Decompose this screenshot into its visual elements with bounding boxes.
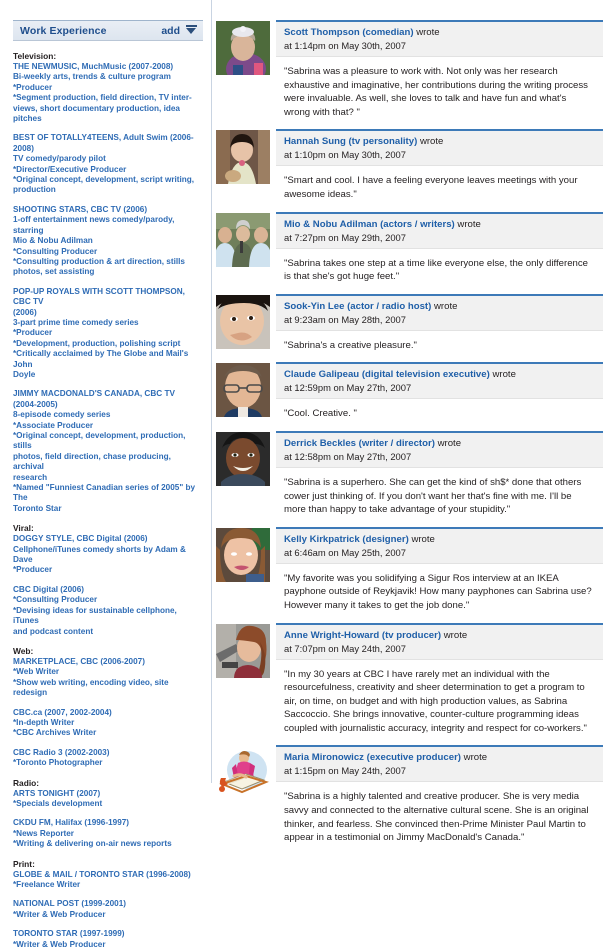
photo-hannah-sung[interactable]	[216, 130, 270, 184]
work-experience-line: *Original concept, development, production, stills	[13, 431, 186, 451]
testimonial-header	[276, 623, 603, 660]
photo-mio-nobu-adilman[interactable]	[216, 213, 270, 267]
testimonial-timestamp: at 1:14pm on May 30th, 2007	[284, 40, 406, 51]
testimonial-author-name[interactable]: Sook-Yin Lee (actor / radio host)	[284, 300, 432, 312]
work-experience-line[interactable]: JIMMY MACDONALD'S CANADA, CBC TV	[13, 389, 175, 399]
work-experience-category: Viral:	[13, 523, 34, 534]
work-experience-line: TV comedy/parody pilot	[13, 154, 106, 164]
testimonial-header	[276, 212, 603, 249]
testimonial-author-name[interactable]: Mio & Nobu Adilman (actors / writers)	[284, 218, 455, 230]
avatar-wrap	[216, 20, 272, 75]
work-experience-line: *Web Writer	[13, 667, 60, 677]
work-experience-line: production	[13, 185, 56, 195]
wrote-label: wrote	[433, 300, 458, 312]
wrote-label: wrote	[419, 136, 444, 148]
work-experience-line[interactable]: MARKETPLACE, CBC (2006-2007)	[13, 656, 145, 666]
avatar-wrap	[216, 623, 272, 678]
testimonial-entry	[216, 294, 603, 359]
testimonial-author-line	[284, 368, 597, 381]
testimonial-entry	[216, 20, 603, 125]
testimonial-author-line	[284, 300, 597, 313]
testimonial-body	[272, 129, 603, 207]
testimonial-timestamp: at 1:15pm on May 24th, 2007	[284, 765, 406, 777]
avatar-wrap	[216, 212, 272, 267]
work-experience-line: *Writer & Web Producer	[13, 939, 106, 949]
work-experience-line: *Producer	[13, 82, 53, 92]
work-experience-line: Cellphone/iTunes comedy shorts by Adam & Dave	[13, 544, 186, 565]
testimonial-body	[272, 527, 603, 619]
work-experience-line: *Consulting production & art direction, stills	[13, 256, 185, 266]
work-experience-line: *Consulting Producer	[13, 595, 98, 605]
testimonial-header	[276, 20, 603, 57]
collapse-icon-bar	[186, 25, 197, 27]
testimonial-entry	[216, 362, 603, 427]
avatar-wrap	[216, 294, 272, 349]
illustration-woman-with-book[interactable]	[216, 746, 270, 800]
work-experience-line: *Freelance Writer	[13, 880, 81, 889]
wrote-label: wrote	[411, 533, 435, 545]
testimonial-author-name[interactable]: Derrick Beckles (writer / director)	[284, 437, 435, 449]
work-experience-line[interactable]: POP-UP ROYALS WITH SCOTT THOMPSON, CBC TV	[13, 286, 185, 307]
testimonial-body	[272, 623, 603, 742]
work-experience-line: Toronto Star	[13, 503, 62, 513]
testimonial-timestamp: at 9:23am on May 28th, 2007	[284, 313, 406, 325]
work-experience-line: 8-episode comedy series	[13, 410, 111, 420]
avatar-wrap	[216, 362, 272, 417]
work-experience-line[interactable]: TORONTO STAR (1997-1999)	[13, 929, 125, 939]
testimonial-entry	[216, 745, 603, 850]
work-experience-line: *Writer & Web Producer	[13, 909, 106, 919]
work-experience-line: *Associate Producer	[13, 420, 94, 430]
wrote-label: wrote	[457, 218, 481, 230]
testimonial-entry	[216, 623, 603, 742]
work-experience-entry	[13, 287, 201, 381]
avatar-wrap	[216, 129, 272, 184]
work-experience-line: Doyle	[13, 369, 36, 379]
work-experience-line: *Consulting Producer	[13, 246, 98, 256]
work-experience-entry	[13, 748, 201, 769]
work-experience-line[interactable]: THE NEWMUSIC, MuchMusic (2007-2008)	[13, 62, 174, 71]
testimonial-author-name[interactable]: Hannah Sung (tv personality)	[284, 136, 418, 148]
testimonial-entry	[216, 129, 603, 207]
work-experience-entry	[13, 646, 201, 699]
testimonial-author-name[interactable]: Kelly Kirkpatrick (designer)	[284, 533, 409, 545]
work-experience-entry	[13, 859, 201, 891]
add-link[interactable]: add	[161, 24, 180, 37]
work-experience-line: 3-part prime time comedy series	[13, 317, 139, 327]
testimonial-timestamp: at 7:07pm on May 24th, 2007	[284, 642, 406, 654]
work-experience-line[interactable]: CKDU FM, Halifax (1996-1997)	[13, 818, 130, 828]
work-experience-line[interactable]: DOGGY STYLE, CBC Digital (2006)	[13, 534, 148, 544]
work-experience-line: *Development, production, polishing script	[13, 338, 181, 348]
work-experience-line: *Devising ideas for sustainable cellphone, iTunes	[13, 605, 177, 626]
work-experience-line: *Show web writing, encoding video, site redesign	[13, 677, 169, 698]
collapse-icon-triangle	[186, 28, 196, 34]
testimonial-entry	[216, 212, 603, 290]
testimonial-body	[272, 431, 603, 523]
testimonial-timestamp: at 12:59pm on May 27th, 2007	[284, 382, 412, 394]
testimonial-quote: "Sabrina is a superhero. She can get the kind of sh$* done that others cower just thinking of. If you don't want her that's fine with me. I'll be more than happy to take advantage of your stupidity."	[284, 476, 582, 516]
testimonial-quote: "My favorite was you solidifying a Sigur Ros interview at an IKEA payphone outside of Reykjavik! How many payphones can Sabrina use? However many it takes to get the job done."	[284, 572, 592, 611]
avatar-wrap	[216, 527, 272, 582]
work-experience-line: *Producer	[13, 565, 53, 575]
testimonial-author-line	[284, 26, 597, 39]
work-experience-line[interactable]: BEST OF TOTALLY4TEENS, Adult Swim (2006-2008)	[13, 133, 194, 153]
work-experience-line: and podcast content	[13, 626, 94, 636]
testimonial-quote: "Sabrina's a creative pleasure."	[284, 339, 417, 351]
work-experience-line: *Producer	[13, 328, 53, 338]
work-experience-entry	[13, 778, 201, 810]
testimonial-body	[272, 745, 603, 850]
panel-actions	[161, 25, 197, 37]
testimonial-body	[272, 294, 603, 359]
work-experience-entry	[13, 818, 201, 849]
work-experience-line: *Director/Executive Producer	[13, 164, 127, 174]
work-experience-line[interactable]: CBC Radio 3 (2002-2003)	[13, 747, 110, 757]
testimonial-author-line	[284, 629, 597, 642]
work-experience-entry	[13, 523, 201, 576]
testimonial-author-line	[284, 437, 597, 450]
testimonial-author-line	[284, 218, 597, 231]
work-experience-line: views, short documentary production, idea pitches	[13, 103, 180, 124]
work-experience-line: 1-off entertainment news comedy/parody, starring	[13, 215, 175, 235]
work-experience-list	[13, 51, 203, 950]
wrote-label: wrote	[492, 369, 516, 381]
testimonial-timestamp: at 7:27pm on May 29th, 2007	[284, 231, 406, 243]
testimonial-quote: "Sabrina is a highly talented and creative producer. She is very media savvy and connected to the alternative cultural scene. She is an original thinker, and fearless. She convinced then-Prime Minister Paul Martin to appear in a testimonial on Jimmy MacDonald's Canada."	[284, 791, 589, 844]
work-experience-line: *Specials development	[13, 798, 103, 808]
wrote-label: wrote	[463, 752, 488, 764]
photo-derrick-beckles[interactable]	[216, 432, 270, 486]
work-experience-entry	[13, 899, 201, 920]
testimonial-author-line	[284, 135, 597, 148]
work-experience-line[interactable]: ARTS TONIGHT (2007)	[13, 788, 101, 798]
wrote-label: wrote	[437, 437, 462, 449]
testimonial-header	[276, 362, 603, 399]
avatar-wrap	[216, 745, 272, 800]
work-experience-line: photos, field direction, chase producing, archival	[13, 451, 171, 472]
testimonial-quote: "In my 30 years at CBC I have rarely met an individual with the resourcefulness, creativity and sheer determination to get a program to air, on time, on budget and with high production values, as Sabrina Saccoccio. She brings innovative, counter-culture programming ideas coupled with journalistic accuracy, integrity and respect for co-workers."	[284, 668, 587, 734]
testimonial-timestamp: at 1:10pm on May 30th, 2007	[284, 149, 406, 161]
work-experience-entry	[13, 133, 201, 195]
work-experience-line: *CBC Archives Writer	[13, 728, 97, 738]
work-experience-line: Bi-weekly arts, trends & culture program	[13, 72, 171, 82]
work-experience-line: photos, set assisting	[13, 267, 95, 277]
testimonial-author-name[interactable]: Claude Galipeau (digital television executive)	[284, 369, 490, 381]
collapse-icon[interactable]	[186, 25, 197, 36]
work-experience-line: *Original concept, development, script writing,	[13, 175, 195, 185]
work-experience-entry	[13, 929, 201, 950]
work-experience-panel-header	[13, 20, 203, 41]
page-title: Work Experience	[20, 24, 107, 37]
work-experience-entry	[13, 389, 201, 514]
work-experience-line: *Named "Funniest Canadian series of 2005" by The	[13, 483, 196, 503]
work-experience-line: Mio & Nobu Adilman	[13, 236, 93, 246]
work-experience-line: *News Reporter	[13, 828, 74, 838]
testimonial-author-line	[284, 751, 597, 764]
work-experience-line[interactable]: SHOOTING STARS, CBC TV (2006)	[13, 204, 148, 214]
testimonial-header	[276, 129, 603, 166]
avatar-wrap	[216, 431, 272, 486]
work-experience-line[interactable]: CBC.ca (2007, 2002-2004)	[13, 707, 112, 717]
work-experience-sidebar	[0, 0, 212, 949]
testimonial-header	[276, 431, 603, 468]
work-experience-line: *In-depth Writer	[13, 717, 75, 727]
work-experience-line: *Segment production, field direction, TV inter-	[13, 93, 192, 103]
testimonial-quote: "Smart and cool. I have a feeling everyone leaves meetings with your awesome ideas."	[284, 175, 578, 200]
work-experience-line: (2006)	[13, 307, 37, 317]
testimonials-feed	[212, 0, 605, 844]
work-experience-entry	[13, 585, 201, 637]
testimonial-header	[276, 294, 603, 331]
photo-kelly-kirkpatrick[interactable]	[216, 528, 270, 582]
photo-scott-thompson[interactable]	[216, 21, 270, 75]
testimonial-timestamp: at 6:46am on May 25th, 2007	[284, 546, 406, 558]
testimonial-timestamp: at 12:58pm on May 27th, 2007	[284, 450, 412, 462]
work-experience-entry	[13, 51, 201, 124]
work-experience-line: research	[13, 472, 48, 482]
testimonial-body	[272, 20, 603, 125]
work-experience-entry	[13, 708, 201, 739]
work-experience-line: *Critically acclaimed by The Globe and Mail's John	[13, 349, 189, 369]
work-experience-category: Television:	[13, 51, 57, 61]
work-experience-line: *Toronto Photographer	[13, 758, 103, 768]
testimonial-quote: "Sabrina takes one step at a time like everyone else, the only difference is that she's got huge feet."	[284, 257, 589, 283]
work-experience-line: (2004-2005)	[13, 399, 58, 409]
work-experience-category: Web:	[13, 645, 34, 656]
work-experience-category: Radio:	[13, 777, 40, 788]
testimonial-entry	[216, 527, 603, 619]
testimonial-quote: "Cool. Creative. "	[284, 408, 357, 420]
work-experience-entry	[13, 205, 201, 278]
photo-sook-yin-lee[interactable]	[216, 295, 270, 349]
testimonial-header	[276, 745, 603, 782]
testimonial-author-name[interactable]: Anne Wright-Howard (tv producer)	[284, 629, 442, 641]
testimonial-author-name[interactable]: Scott Thompson (comedian)	[284, 27, 414, 38]
work-experience-line[interactable]: GLOBE & MAIL / TORONTO STAR (1996-2008)	[13, 869, 191, 879]
testimonial-header	[276, 527, 603, 564]
testimonial-author-line	[284, 533, 597, 546]
wrote-label: wrote	[443, 629, 468, 641]
photo-anne-wright-howard[interactable]	[216, 624, 270, 678]
work-experience-line[interactable]: NATIONAL POST (1999-2001)	[13, 899, 126, 909]
work-experience-category: Print:	[13, 858, 35, 869]
testimonial-quote: "Sabrina was a pleasure to work with. Not only was her research exhaustive and imaginative, her contributions during the writing process were invaluable. As well, she loves to talk and have fun and what's wrong with that? "	[284, 66, 588, 118]
testimonial-author-name[interactable]: Maria Mironowicz (executive producer)	[284, 752, 461, 764]
photo-claude-galipeau[interactable]	[216, 363, 270, 417]
wrote-label: wrote	[416, 27, 440, 38]
testimonial-body	[272, 212, 603, 290]
testimonial-body	[272, 362, 603, 427]
testimonial-entry	[216, 431, 603, 523]
work-experience-line: *Writing & delivering on-air news reports	[13, 839, 172, 849]
work-experience-line[interactable]: CBC Digital (2006)	[13, 584, 84, 594]
